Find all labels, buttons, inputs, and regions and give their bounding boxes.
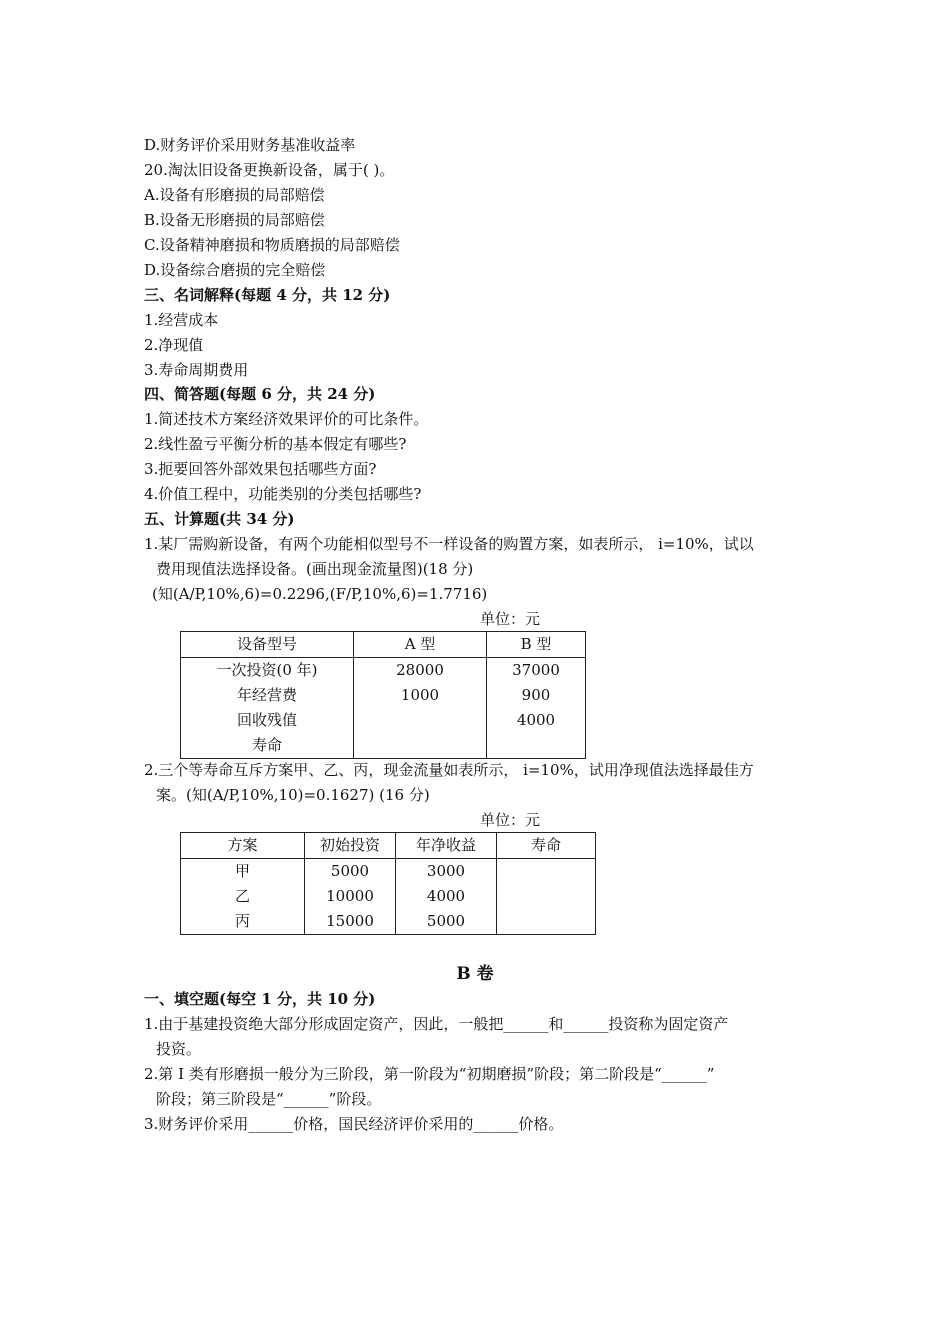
- table-cell: [354, 733, 487, 759]
- table-cell: 4000: [487, 708, 586, 733]
- option-a: A.设备有形磨损的局部赔偿: [144, 186, 325, 204]
- short-answer-1: 1.简述技术方案经济效果评价的可比条件。: [144, 410, 429, 428]
- table-cell: [497, 884, 596, 909]
- short-answer-2: 2.线性盈亏平衡分析的基本假定有哪些?: [144, 435, 407, 453]
- option-d: D.设备综合磨损的完全赔偿: [144, 261, 326, 279]
- table-row: [181, 859, 596, 885]
- table-cell: 年经营费: [181, 683, 354, 708]
- term-1: 1.经营成本: [144, 311, 219, 329]
- table-header-cell: B 型: [487, 632, 586, 658]
- calc-q1-line1: 1.某厂需购新设备，有两个功能相似型号不一样设备的购置方案，如表所示， i=10%，试以: [144, 535, 754, 553]
- table-cell: 丙: [181, 909, 305, 935]
- term-2: 2.净现值: [144, 336, 204, 354]
- option-d-q19: D.财务评价采用财务基准收益率: [144, 136, 356, 154]
- table-cell: 5000: [305, 859, 396, 885]
- fill-q2-line1: 2.第 I 类有形磨损一般分为三阶段，第一阶段为“初期磨损”阶段；第二阶段是“______”: [144, 1065, 715, 1083]
- table-cell: 1000: [354, 683, 487, 708]
- fill-q1-line2: 投资。: [156, 1040, 202, 1058]
- section-heading-short-answer: 四、简答题(每题 6 分，共 24 分): [144, 385, 376, 403]
- table-row: [181, 683, 586, 708]
- table-header-cell: 初始投资: [305, 833, 396, 859]
- section-heading-fill-blank: 一、填空题(每空 1 分，共 10 分): [144, 990, 376, 1008]
- section-heading-calculation: 五、计算题(共 34 分): [144, 510, 295, 528]
- table-cell: 15000: [305, 909, 396, 935]
- table-cell: 900: [487, 683, 586, 708]
- fill-q1-line1: 1.由于基建投资绝大部分形成固定资产，因此，一般把______和______投资称为固定资产: [144, 1015, 729, 1033]
- calc-q2-line2: 案。(知(A/P,10%,10)=0.1627) (16 分): [156, 786, 430, 804]
- table-header-row: [181, 833, 596, 859]
- equipment-table: [180, 631, 586, 759]
- table-cell: 寿命: [181, 733, 354, 759]
- table-row: [181, 658, 586, 684]
- calc-q1-given: (知(A/P,10%,6)=0.2296,(F/P,10%,6)=1.7716): [152, 585, 488, 603]
- table-cell: [497, 859, 596, 885]
- term-3: 3.寿命周期费用: [144, 361, 249, 379]
- short-answer-3: 3.扼要回答外部效果包括哪些方面?: [144, 460, 377, 478]
- table-cell: 28000: [354, 658, 487, 684]
- calc-q1-line2: 费用现值法选择设备。(画出现金流量图)(18 分): [156, 560, 474, 578]
- section-heading-terms: 三、名词解释(每题 4 分，共 12 分): [144, 286, 391, 304]
- table-row: [181, 884, 596, 909]
- table-cell: 甲: [181, 859, 305, 885]
- table-row: [181, 708, 586, 733]
- calc-q2-line1: 2.三个等寿命互斥方案甲、乙、丙，现金流量如表所示， i=10%，试用净现值法选择最佳方: [144, 761, 754, 779]
- fill-q2-line2: 阶段；第三阶段是“______”阶段。: [156, 1090, 382, 1108]
- fill-q3: 3.财务评价采用______价格，国民经济评价采用的______价格。: [144, 1115, 564, 1133]
- table-header-cell: 年净收益: [396, 833, 497, 859]
- table-row: [181, 733, 586, 759]
- table-header-cell: A 型: [354, 632, 487, 658]
- table-header-cell: 方案: [181, 833, 305, 859]
- table-cell: 5000: [396, 909, 497, 935]
- table-header-cell: 设备型号: [181, 632, 354, 658]
- section-b-title: B 卷: [456, 964, 494, 984]
- short-answer-4: 4.价值工程中，功能类别的分类包括哪些?: [144, 485, 422, 503]
- table-cell: [354, 708, 487, 733]
- table-cell: [497, 909, 596, 935]
- option-c: C.设备精神磨损和物质磨损的局部赔偿: [144, 236, 400, 254]
- table-cell: [487, 733, 586, 759]
- question-20: 20.淘汰旧设备更换新设备，属于( )。: [144, 161, 395, 179]
- table-row: [181, 909, 596, 935]
- table-cell: 回收残值: [181, 708, 354, 733]
- scheme-table: [180, 832, 596, 935]
- table-cell: 一次投资(0 年): [181, 658, 354, 684]
- table-cell: 10000: [305, 884, 396, 909]
- table-cell: 4000: [396, 884, 497, 909]
- unit-label-2: 单位：元: [480, 811, 541, 829]
- option-b: B.设备无形磨损的局部赔偿: [144, 211, 325, 229]
- table-header-cell: 寿命: [497, 833, 596, 859]
- unit-label-1: 单位：元: [480, 610, 541, 628]
- table-cell: 37000: [487, 658, 586, 684]
- table-cell: 3000: [396, 859, 497, 885]
- table-cell: 乙: [181, 884, 305, 909]
- table-header-row: [181, 632, 586, 658]
